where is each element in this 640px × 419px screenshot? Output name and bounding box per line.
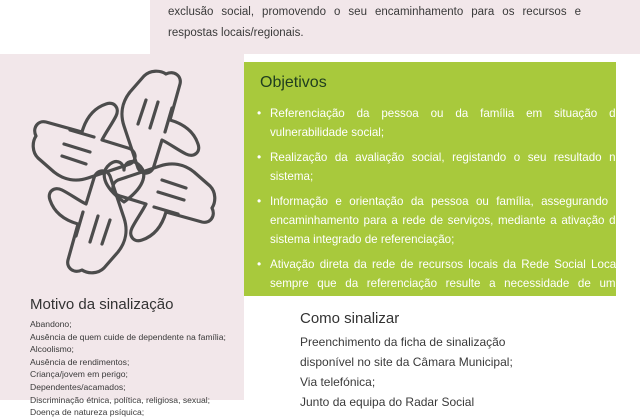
list-item: • Referenciação da pessoa ou da família em situação de vulnerabilidade social; [270,104,628,142]
list-item: • Informação e orientação da pessoa ou família, assegurando o encaminhamento para a rede de serviços, mediante a ativação do sistema integrado de referenciação; [270,192,628,249]
como-sinalizar-list [300,332,620,412]
list-item: • Realização da avaliação social, registando o seu resultado no sistema; [270,148,628,186]
como-sinalizar-title: Como sinalizar [300,310,400,327]
motivo-da-sinalizacao-list [30,318,235,419]
four-hands-heart-icon [24,62,224,282]
motivo-da-sinalizacao-title: Motivo da sinalização [30,296,174,313]
list-item: Dependentes/acamados; [30,381,126,392]
list-item: Ausência de quem cuide de dependente na família; [30,331,226,342]
list-item: Junto da equipa do Radar Social [300,395,475,409]
objetivos-list [248,104,628,318]
list-item: Via telefónica; [300,375,376,389]
list-item: Abandono; [30,319,72,329]
list-item: Alcoolismo; [30,344,74,355]
list-item: • Ativação direta da rede de recursos locais da Rede Social Local, sempre que da referenciação resulte a necessidade de uma intervenção social [270,255,628,312]
list-item: Ausência de rendimentos; [30,356,130,367]
list-item: Discriminação étnica, política, religiosa, sexual; [30,394,211,405]
list-item: Criança/jovem em perigo; [30,369,128,380]
list-item: Preenchimento da ficha de sinalização [300,335,506,349]
list-item: disponível no site da Câmara Municipal; [300,355,513,369]
list-item: Doença de natureza psíquica; [30,407,145,418]
objetivos-title: Objetivos [260,74,327,91]
intro-paragraph: exclusão social, promovendo o seu encaminhamento para os recursos e respostas locais/regionais. [168,6,581,39]
